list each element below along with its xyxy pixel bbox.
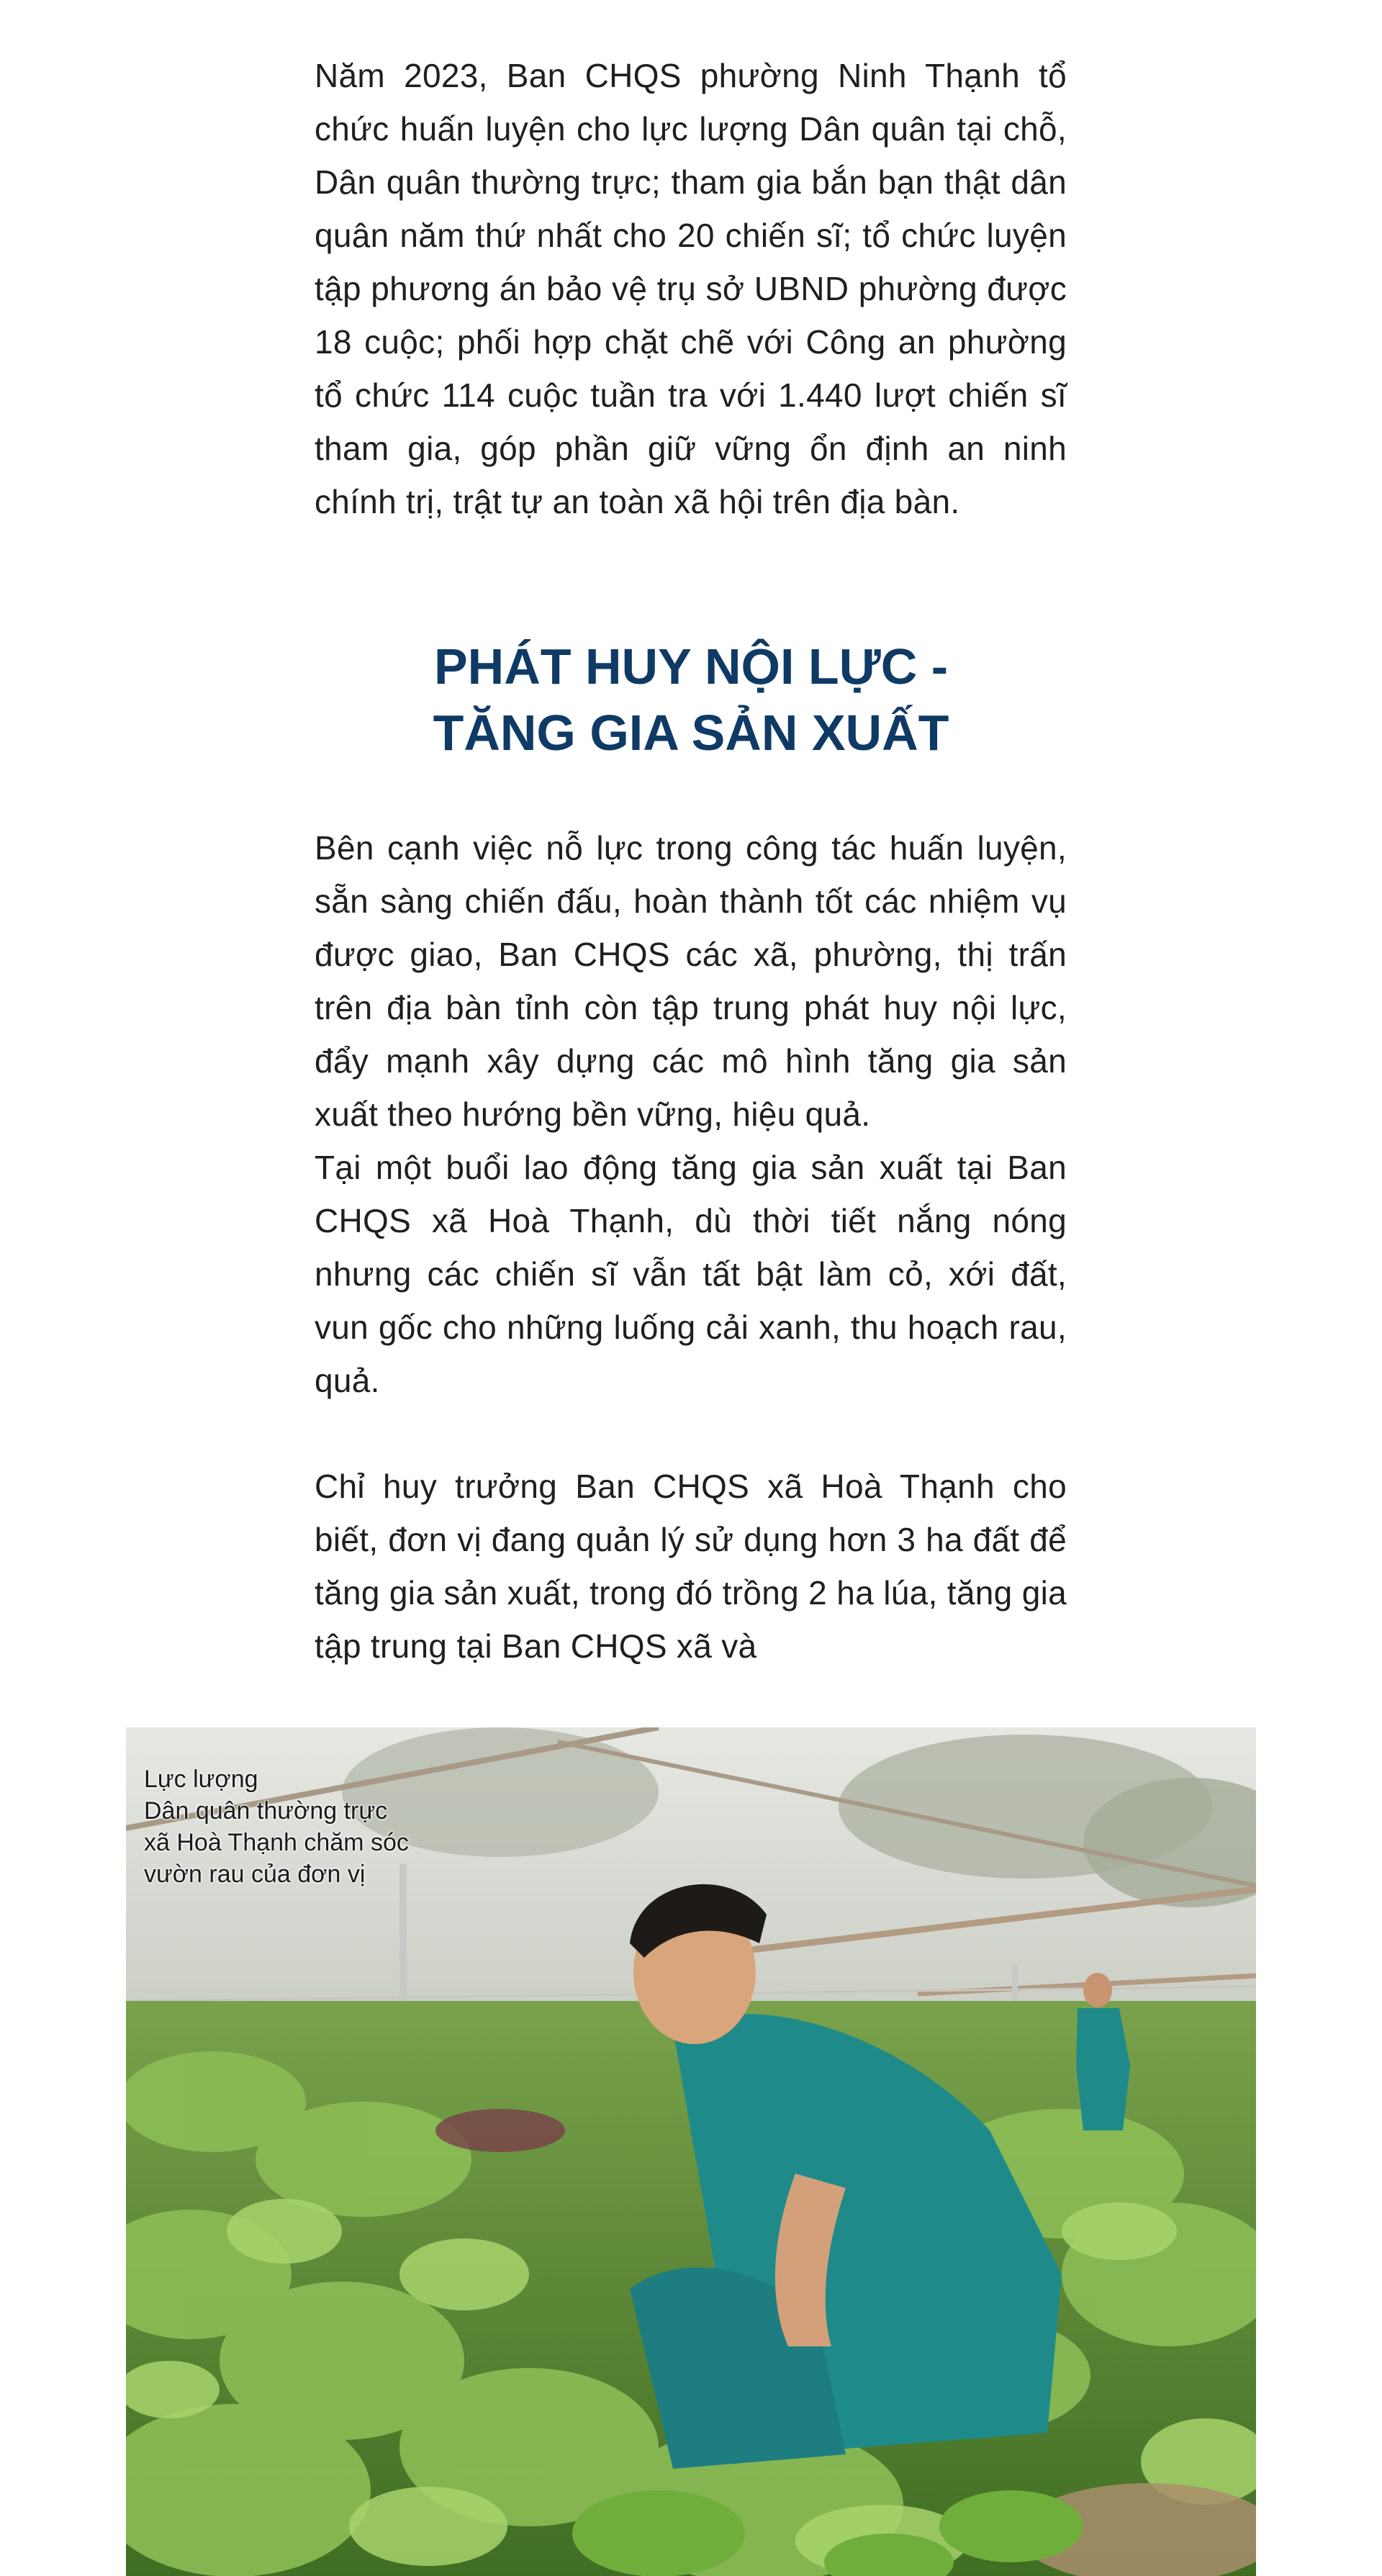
paragraph-1: Năm 2023, Ban CHQS phường Ninh Thạnh tổ chức huấn luyện cho lực lượng Dân quân tại chỗ, Dân quân thường trực; tham gia bắn bạn thật dân quân năm thứ nhất cho 20 chiến sĩ; tổ chức luyện tập phương án bảo vệ trụ sở UBND phường được 18 cuộc; phối hợp chặt chẽ với Công an phường tổ chức 114 cuộc tuần tra với 1.440 lượt chiến sĩ tham gia, góp phần giữ vững ổn định an ninh chính trị, trật tự an toàn xã hội trên địa bàn. — [315, 57, 1067, 520]
photo-caption: Lực lượng Dân quân thường trực xã Hoà Thạnh chăm sóc vườn rau của đơn vị — [144, 1766, 409, 1888]
paragraph-2: Bên cạnh việc nỗ lực trong công tác huấn luyện, sẵn sàng chiến đấu, hoàn thành tốt các nhiệm vụ được giao, Ban CHQS các xã, phường, thị trấn trên địa bàn tỉnh còn tập trung phát huy nội lực, đẩy mạnh xây dựng các mô hình tăng gia sản xuất theo hướng bền vững, hiệu quả. Tại một buổi lao động tăng gia sản xuất tại Ban CHQS xã Hoà Thạnh, dù thời tiết nắng nóng nhưng các chiến sĩ vẫn tất bật làm cỏ, xới đất, vun gốc cho những luống cải xanh, thu hoạch rau, quả. — [315, 829, 1067, 1399]
garden-photo — [126, 1727, 1256, 2576]
paragraph-3: Chỉ huy trưởng Ban CHQS xã Hoà Thạnh cho biết, đơn vị đang quản lý sử dụng hơn 3 ha đất để tăng gia sản xuất, trong đó trồng 2 ha lúa, tăng gia tập trung tại Ban CHQS xã và — [315, 1468, 1067, 1665]
section-heading: PHÁT HUY NỘI LỰC - TĂNG GIA SẢN XUẤT — [433, 638, 949, 761]
